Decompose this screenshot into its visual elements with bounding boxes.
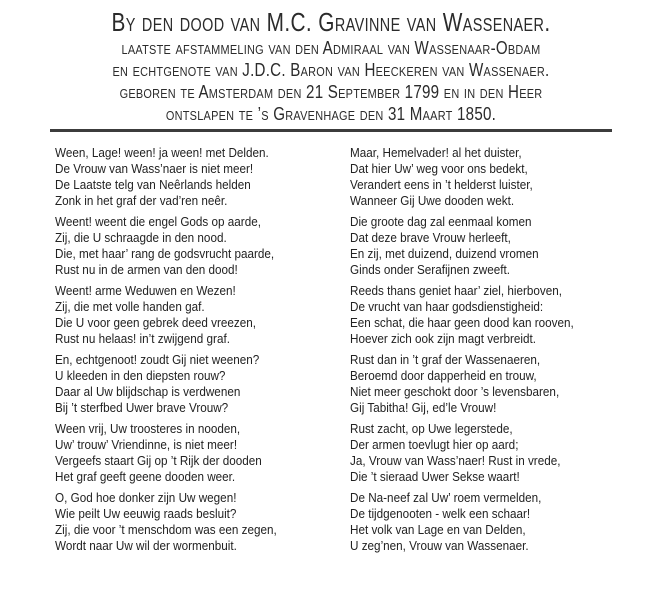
stanza — [350, 490, 616, 554]
poem-line: Reeds thans geniet haar’ ziel, hierboven, — [350, 283, 563, 298]
stanza — [55, 145, 321, 209]
subtitle-line-1: laatste afstammeling van den Admiraal van Wassenaar-Obdam — [121, 38, 541, 58]
poem-line: Niet meer geschokt door ’s levensbaren, — [350, 384, 560, 399]
poem-line: O, God hoe donker zijn Uw wegen! — [55, 490, 237, 505]
poem-line: De Vrouw van Wass’naer is niet meer! — [55, 161, 254, 176]
poem-line: En zij, met duizend, duizend vromen — [350, 246, 539, 261]
poem-line: Verandert eens in ’t helderst luister, — [350, 177, 533, 192]
poem-line: De tijdgenooten - welk een schaar! — [350, 506, 531, 521]
poem-line: U zeg’nen, Vrouw van Wassenaer. — [350, 538, 529, 553]
poem-line: Hoever zich ook zijn magt verbreidt. — [350, 331, 536, 346]
poem-line: Zonk in het graf der vad’ren neêr. — [55, 193, 228, 208]
poem-line: Ginds onder Serafijnen zweeft. — [350, 262, 511, 277]
poem-line: Maar, Hemelvader! al het duister, — [350, 145, 522, 160]
stanza — [55, 421, 321, 485]
stanza — [55, 283, 321, 347]
subtitle-line-4: ontslapen te ’s Gravenhage den 31 Maart 1850. — [165, 104, 497, 124]
poem-line: Ween vrij, Uw troosteres in nooden, — [55, 421, 241, 436]
poem-line: Die groote dag zal eenmaal komen — [350, 214, 532, 229]
poem-line: Daar al Uw blijdschap is verdwenen — [55, 384, 241, 399]
poem-line: Gij Tabitha! Gij, ed’le Vrouw! — [350, 400, 497, 415]
poem-line: Dat hier Uw’ weg voor ons bedekt, — [350, 161, 528, 176]
poem-column-left — [55, 145, 321, 559]
poem-line: Vergeefs staart Gij op ’t Rijk der dooden — [55, 453, 262, 468]
poem-line: Weent! arme Weduwen en Wezen! — [55, 283, 236, 298]
header-divider-rule — [50, 129, 612, 132]
stanza — [350, 352, 616, 416]
poem-line: Het graf geeft geene dooden weer. — [55, 469, 236, 484]
poem-line: Wanneer Gij Uwe dooden wekt. — [350, 193, 515, 208]
stanza — [350, 214, 616, 278]
poem-line: Dat deze brave Vrouw herleeft, — [350, 230, 511, 245]
poem-line: Rust nu helaas! in’t zwijgend graf. — [55, 331, 230, 346]
poem-line: Wordt naar Uw wil der wormenbuit. — [55, 538, 237, 553]
subtitle-line-2: en echtgenote van J.D.C. Baron van Heeckeren van Wassenaer. — [112, 60, 550, 80]
poem-line: Weent! weent die engel Gods op aarde, — [55, 214, 261, 229]
poem-line: Zij, die voor ’t menschdom was een zegen, — [55, 522, 277, 537]
poem-column-right — [350, 145, 616, 559]
poem-line: Uw’ trouw’ Vriendinne, is niet meer! — [55, 437, 238, 452]
stanza — [55, 214, 321, 278]
poem-line: De vrucht van haar godsdienstigheid: — [350, 299, 544, 314]
poem-line: Beroemd door dapperheid en trouw, — [350, 368, 537, 383]
poem-line: En, echtgenoot! zoudt Gij niet weenen? — [55, 352, 260, 367]
poem-line: Een schat, die haar geen dood kan rooven, — [350, 315, 574, 330]
page-title: By den dood van M.C. Gravinne van Wassenaer. — [111, 7, 551, 37]
poem-body — [0, 145, 662, 559]
stanza — [350, 283, 616, 347]
poem-line: De Na-neef zal Uw’ roem vermelden, — [350, 490, 542, 505]
poem-line: Rust nu in de armen van den dood! — [55, 262, 238, 277]
poem-line: Het volk van Lage en van Delden, — [350, 522, 526, 537]
poem-line: Ween, Lage! ween! ja ween! met Delden. — [55, 145, 269, 160]
stanza — [55, 490, 321, 554]
poem-line: Rust dan in ’t graf der Wassenaeren, — [350, 352, 541, 367]
poem-line: U kleeden in den diepsten rouw? — [55, 368, 226, 383]
poem-line: Die ’t sieraad Uwer Sekse waart! — [350, 469, 520, 484]
poem-line: Rust zacht, op Uwe legerstede, — [350, 421, 513, 436]
poem-line: Zij, die U schraagde in den nood. — [55, 230, 227, 245]
poem-line: De Laatste telg van Neêrlands helden — [55, 177, 251, 192]
stanza — [55, 352, 321, 416]
poem-line: Die U voor geen gebrek deed vreezen, — [55, 315, 256, 330]
poem-line: Zij, die met volle handen gaf. — [55, 299, 205, 314]
poem-line: Ja, Vrouw van Wass’naer! Rust in vrede, — [350, 453, 561, 468]
stanza — [350, 145, 616, 209]
poem-line: Wie peilt Uw eeuwig raads besluit? — [55, 506, 237, 521]
subtitle-line-3: geboren te Amsterdam den 21 September 1799 en in den Heer — [119, 82, 543, 102]
memorial-header — [0, 0, 662, 125]
stanza — [350, 421, 616, 485]
poem-line: Bij ’t sterfbed Uwer brave Vrouw? — [55, 400, 229, 415]
poem-line: Der armen toevlugt hier op aard; — [350, 437, 519, 452]
poem-line: Die, met haar’ rang de godsvrucht paarde, — [55, 246, 275, 261]
